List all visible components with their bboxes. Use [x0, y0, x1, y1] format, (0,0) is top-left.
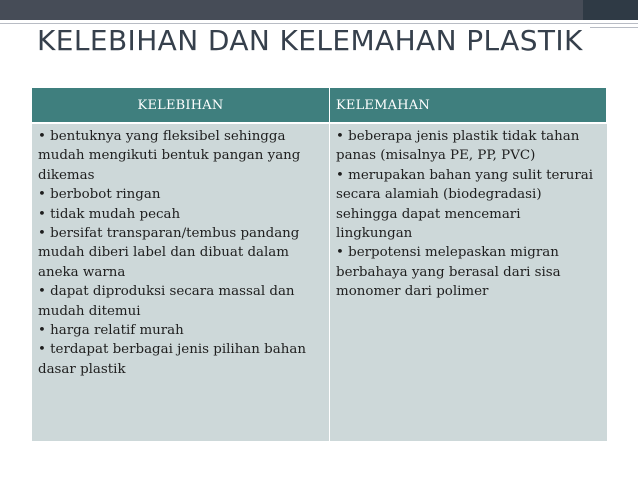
kelebihan-cell [32, 123, 330, 441]
kelebihan-item: • bentuknya yang fleksibel sehingga mudah mengikuti bentuk pangan yang dikemas [38, 129, 301, 183]
kelemahan-cell [330, 123, 607, 441]
kelebihan-item: • harga relatif murah [38, 323, 184, 339]
header-kelemahan: KELEMAHAN [330, 88, 607, 123]
kelemahan-item: • beberapa jenis plastik tidak tahan panas (misalnya PE, PP, PVC) [336, 129, 580, 164]
comparison-table [32, 88, 607, 441]
kelemahan-item: • berpotensi melepaskan migran berbahaya yang berasal dari sisa monomer dari polimer [336, 245, 561, 300]
decorative-line-short [590, 27, 638, 28]
kelebihan-item: • dapat diproduksi secara massal dan mudah ditemui [38, 284, 295, 319]
kelemahan-item: • merupakan bahan yang sulit terurai secara alamiah (biodegradasi) sehingga dapat mencemari lingkungan [336, 167, 594, 242]
kelebihan-item: • bersifat transparan/tembus pandang mudah diberi label dan dibuat dalam aneka warna [38, 226, 300, 280]
table-row [32, 123, 607, 441]
top-decorative-bar [0, 0, 638, 20]
kelebihan-item: • tidak mudah pecah [38, 206, 181, 222]
top-bar-accent [583, 0, 638, 20]
table-header-row [32, 88, 607, 123]
kelebihan-item: • berbobot ringan [38, 187, 161, 203]
kelebihan-item: • terdapat berbagai jenis pilihan bahan dasar plastik [38, 342, 306, 377]
slide-title: KELEBIHAN DAN KELEMAHAN PLASTIK [37, 24, 583, 57]
header-kelebihan: KELEBIHAN [32, 88, 330, 123]
